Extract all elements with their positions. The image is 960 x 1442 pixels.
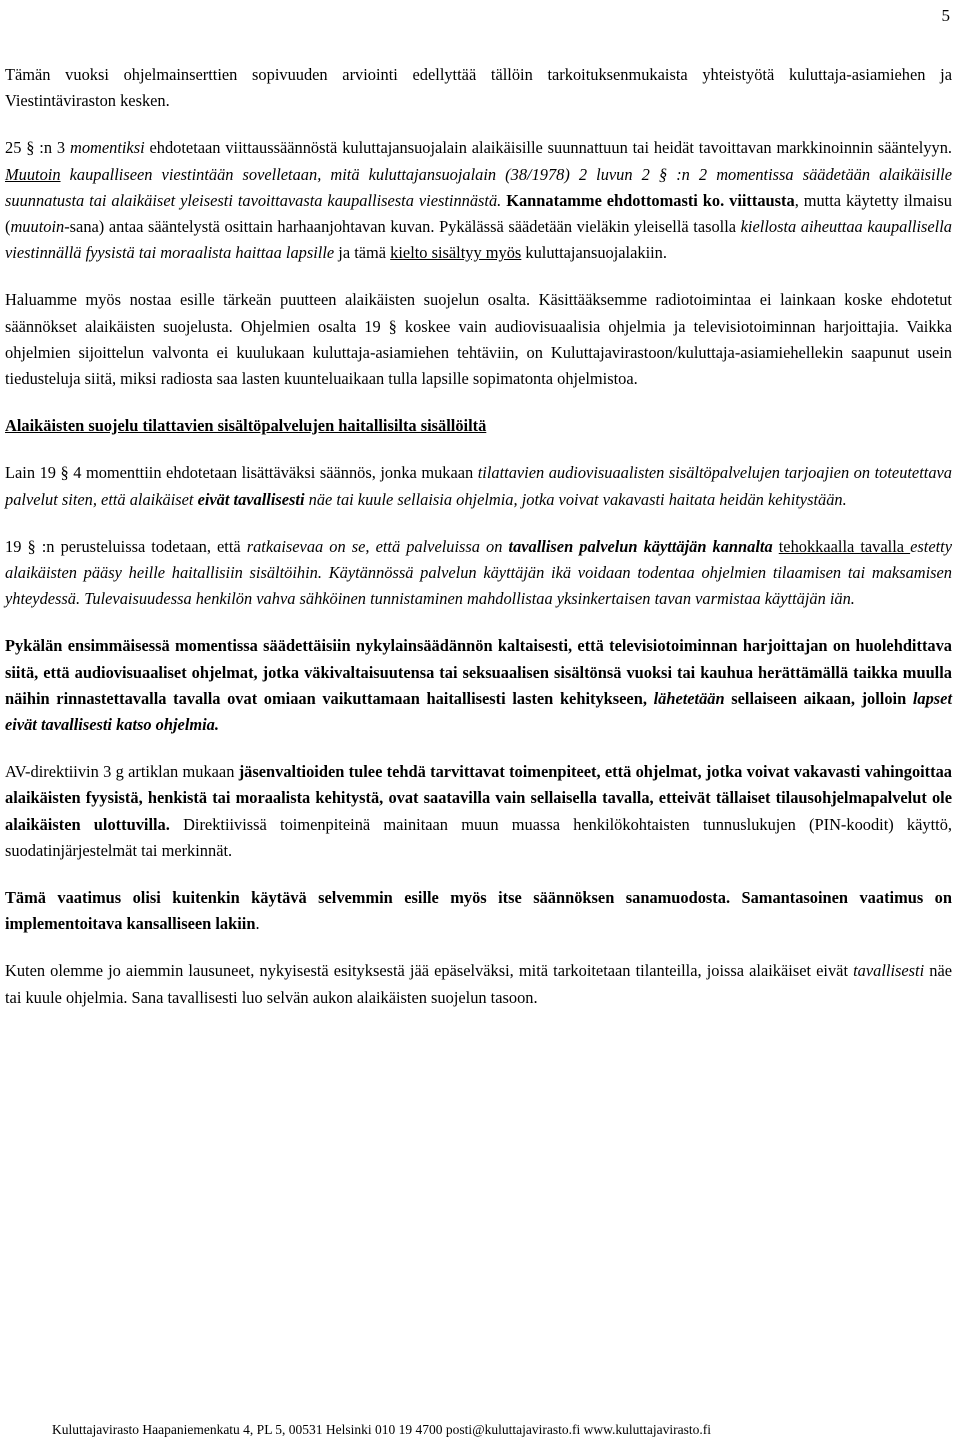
text-run: kiellosta aiheuttaa kaupallisella viestinnällä fyysistä tai moraalista haittaa lapsille xyxy=(5,217,952,263)
text-run: näe tai kuule sellaisia ohjelmia, jotka voivat vakavasti haitata heidän kehitystään. xyxy=(304,489,847,509)
footer-contact: Kuluttajavirasto Haapaniemenkatu 4, PL 5, 00531 Helsinki 010 19 4700 posti@kuluttajavirasto.fi www.kuluttajavirasto.fi xyxy=(52,1422,711,1437)
text-run: Tämän vuoksi ohjelmainserttien sopivuuden arviointi edellyttää tällöin tarkoituksenmukaista yhteistyötä kuluttaja-asiamiehen ja Viestintäviraston kesken. xyxy=(5,65,952,111)
text-run: jäsenvaltioiden tulee tehdä tarvittavat toimenpiteet, että ohjelmat, jotka voivat vakavasti vahingoittaa alaikäisten fyysistä, henkistä tai moraalista kehitystä, ovat saatavilla vain sellaisella tavalla, etteivät tällaiset tilausohjelmapalvelut ole alaikäisten ulottuvilla. xyxy=(5,762,952,834)
text-run: Tämä vaatimus olisi kuitenkin käytävä selvemmin esille myös itse säännöksen sanamuodosta. Samantasoinen vaatimus on implementoitava kansalliseen lakiin xyxy=(5,888,952,934)
text-run: kaupalliseen viestintään sovelletaan, mitä kuluttajansuojalain (38/1978) 2 luvun 2 § :n 2 momentissa säädetään alaikäisille suunnatusta tai alaikäiset yleisesti tavoittavasta kaupallisesta viestinnästä. xyxy=(5,164,952,210)
text-run: tavallisesti xyxy=(853,961,925,981)
page-number: 5 xyxy=(941,6,950,25)
text-run: ehdotetaan viittaussäännöstä kuluttajansuojalain alaikäisille suunnattuun tai heidät tavoittavan markkinoinnin sääntelyyn. xyxy=(144,138,953,158)
text-run: 25 § :n 3 xyxy=(5,138,70,158)
paragraph-7 xyxy=(5,759,952,864)
paragraph-1 xyxy=(5,62,952,114)
text-run: muutoin xyxy=(10,217,65,237)
text-run: Lain 19 § 4 momenttiin ehdotetaan lisättäväksi säännös, jonka mukaan xyxy=(5,463,478,483)
paragraph-9 xyxy=(5,958,952,1010)
text-run: tehokkaalla tavalla xyxy=(778,536,911,556)
text-run: lapset eivät tavallisesti katso ohjelmia. xyxy=(5,688,953,735)
text-run: -sana) antaa sääntelystä osittain harhaanjohtavan kuvan. Pykälässä säädetään vieläkin yleisellä tasolla xyxy=(64,217,741,237)
text-run xyxy=(322,563,329,582)
text-run: 19 § :n perusteluissa todetaan, että xyxy=(5,536,247,556)
text-run: ja tämä xyxy=(334,243,391,263)
paragraph-4 xyxy=(5,460,952,512)
text-run: kielto sisältyy myös xyxy=(390,243,522,263)
text-run: AV-direktiivin 3 g artiklan mukaan xyxy=(5,762,239,782)
text-run: Alaikäisten suojelu tilattavien sisältöpalvelujen haitallisilta sisällöiltä xyxy=(5,416,487,436)
text-run: estetty alaikäisten pääsy heille haitallisiin sisältöihin. xyxy=(5,536,952,583)
text-run: ratkaisevaa on se, että palveluissa on xyxy=(246,536,509,556)
text-run: Kuten olemme jo aiemmin lausuneet, nykyisestä esityksestä jää epäselväksi, mitä tarkoitetaan tilanteilla, joissa alaikäiset eivät xyxy=(5,961,854,981)
text-run: Pykälän ensimmäisessä momentissa säädettäisiin nykylainsäädännön kaltaisesti, että televisiotoiminnan harjoittajan on huolehdittava siitä, että audiovisuaaliset ohjelmat, jotka väkivaltaisuutensa tai seksuaalisen sisältönsä vuoksi tai kauhua herättämällä taikka muulla näihin rinnastettavalla tavalla ovat omiaan vaikuttamaan haitallisesti lasten kehitykseen, xyxy=(5,636,952,708)
text-run: , mutta käytetty ilmaisu ( xyxy=(5,190,952,237)
text-run: sellaiseen aikaan, jolloin xyxy=(724,688,913,708)
text-run: tilattavien audiovisuaalisten sisältöpalvelujen tarjoajien on toteutettava palvelut siten, että alaikäiset xyxy=(5,463,952,509)
text-run: kuluttajansuojalakiin. xyxy=(521,243,667,263)
text-run: Muutoin xyxy=(5,164,61,184)
paragraph-6 xyxy=(5,633,952,738)
section-heading xyxy=(5,413,952,439)
text-run: Direktiivissä toimenpiteinä mainitaan muun muassa henkilökohtaisten tunnuslukujen (PIN-koodit) käyttö, suodatinjärjestelmät tai merkinnät. xyxy=(5,814,952,860)
paragraph-3 xyxy=(5,287,952,392)
text-run: Kannatamme ehdottomasti ko. viittausta xyxy=(506,190,795,210)
text-run: momentiksi xyxy=(69,138,145,158)
paragraph-8 xyxy=(5,885,952,937)
text-run: Haluamme myös nostaa esille tärkeän puutteen alaikäisten suojelun osalta. Käsittääksemme radiotoimintaa ei lainkaan koske ehdotetut säännökset alaikäisten suojelusta. Ohjelmien osalta 19 § koskee vain audiovisuaalisia ohjelmia ja televisiotoiminnan harjoittajia. Vaikka ohjelmien sijoittelun valvonta ei kuulukaan kuluttaja-asiamiehen tehtäviin, on Kuluttajavirastoon/kuluttaja-asiamiehellekin saapunut usein tiedusteluja siitä, miksi radiosta saa lasten kuunteluaikaan tulla lapsille sopimatonta ohjelmistoa. xyxy=(5,290,952,389)
text-run: lähetetään xyxy=(653,688,725,708)
text-run: tavallisen palvelun käyttäjän kannalta xyxy=(508,536,773,556)
paragraph-5 xyxy=(5,534,952,613)
paragraph-2 xyxy=(5,135,952,266)
text-run: . xyxy=(255,914,260,934)
text-run: Käytännössä palvelun käyttäjän ikä voidaan todentaa ohjelmien tilaamisen tai maksamisen yhteydessä. Tulevaisuudessa henkilön vahva sähköinen tunnistaminen mahdollistaa yksinkertaisen tavan varmistaa käyttäjän iän. xyxy=(5,563,953,609)
text-run: näe tai kuule ohjelmia. Sana tavallisesti luo selvän aukon alaikäisten suojelun tasoon. xyxy=(5,961,953,1007)
document-body xyxy=(5,62,952,1032)
text-run: eivät tavallisesti xyxy=(197,489,305,509)
